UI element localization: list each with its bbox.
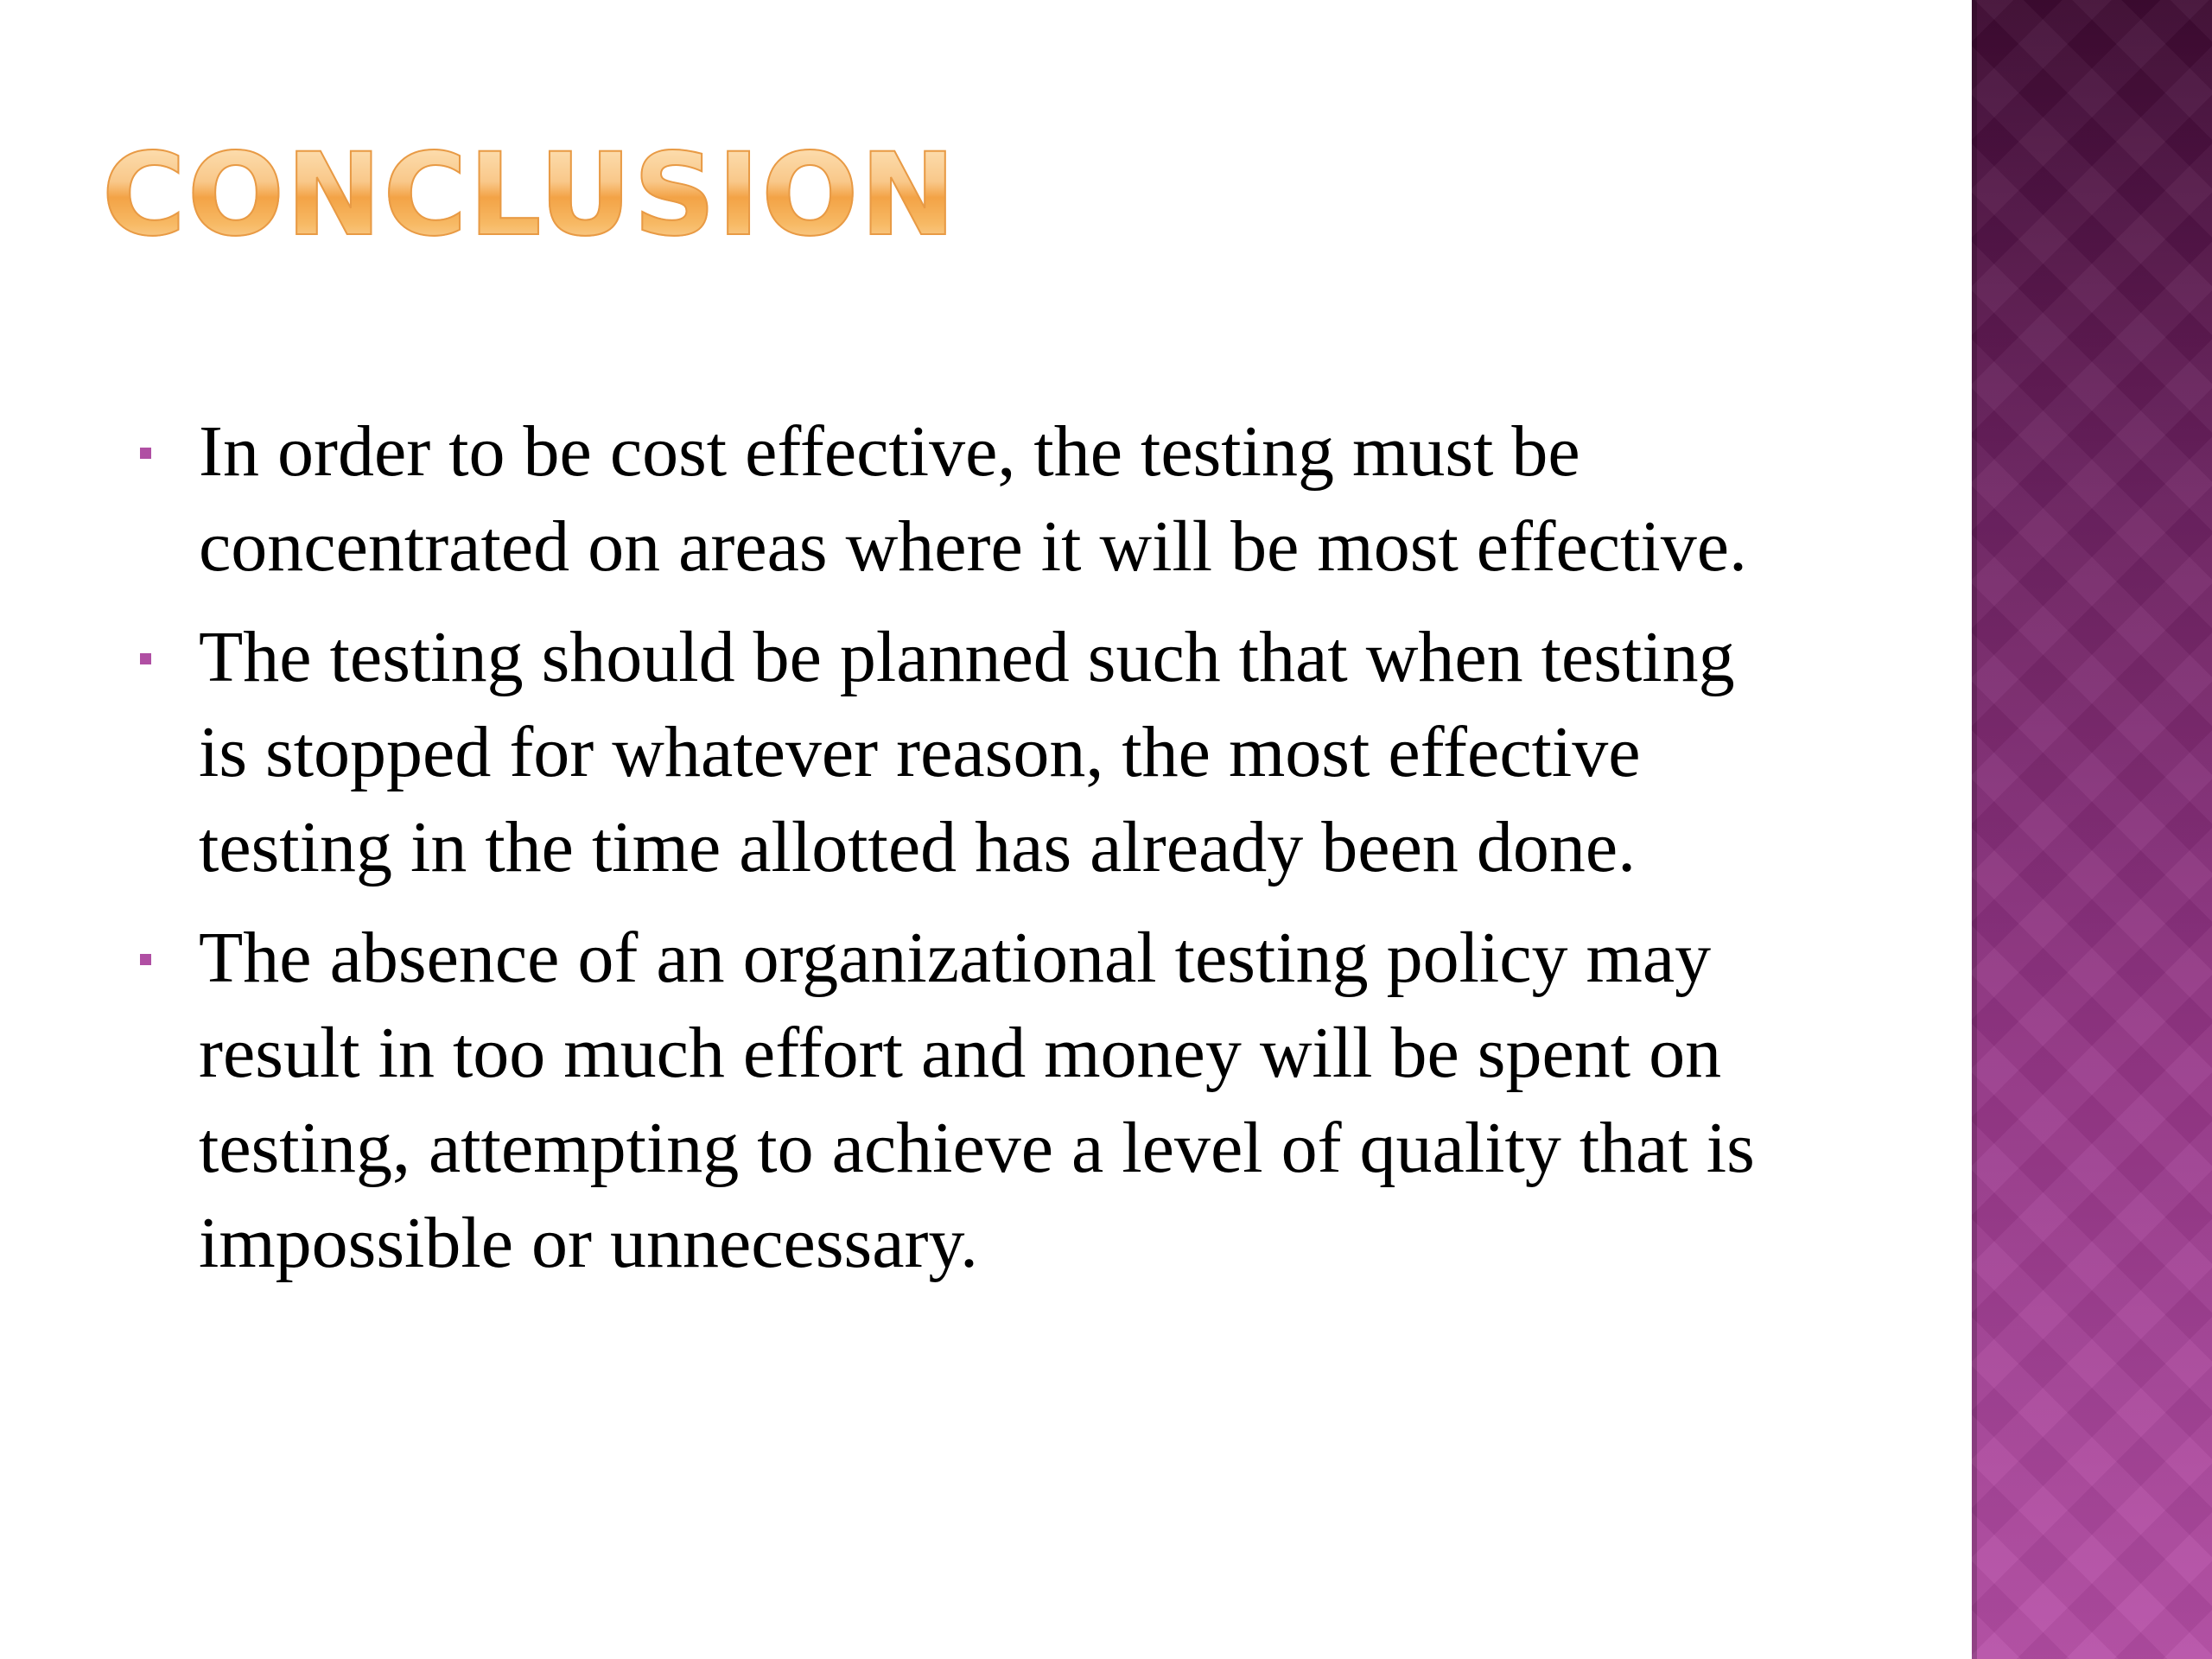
decorative-side-band (1972, 0, 2212, 1659)
square-bullet-icon (140, 448, 151, 459)
bullet-item (130, 610, 1771, 895)
slide-title: CONCLUSION (102, 129, 957, 262)
bullet-text: In order to be cost effective, the testing must be concentrated on areas where it will be most effective. (199, 411, 1748, 587)
bullet-item (130, 911, 1771, 1291)
bullet-text: The absence of an organizational testing policy may result in too much effort and money will be spent on testing, attempting to achieve a level of quality that is impossible or unnecessary. (199, 918, 1755, 1283)
square-bullet-icon (140, 954, 151, 965)
bullet-text: The testing should be planned such that when testing is stopped for whatever reason, the most effective testing in the time allotted has already been done. (199, 617, 1735, 887)
bullet-item (130, 404, 1771, 594)
bullet-list (130, 404, 1771, 1306)
square-bullet-icon (140, 653, 151, 664)
